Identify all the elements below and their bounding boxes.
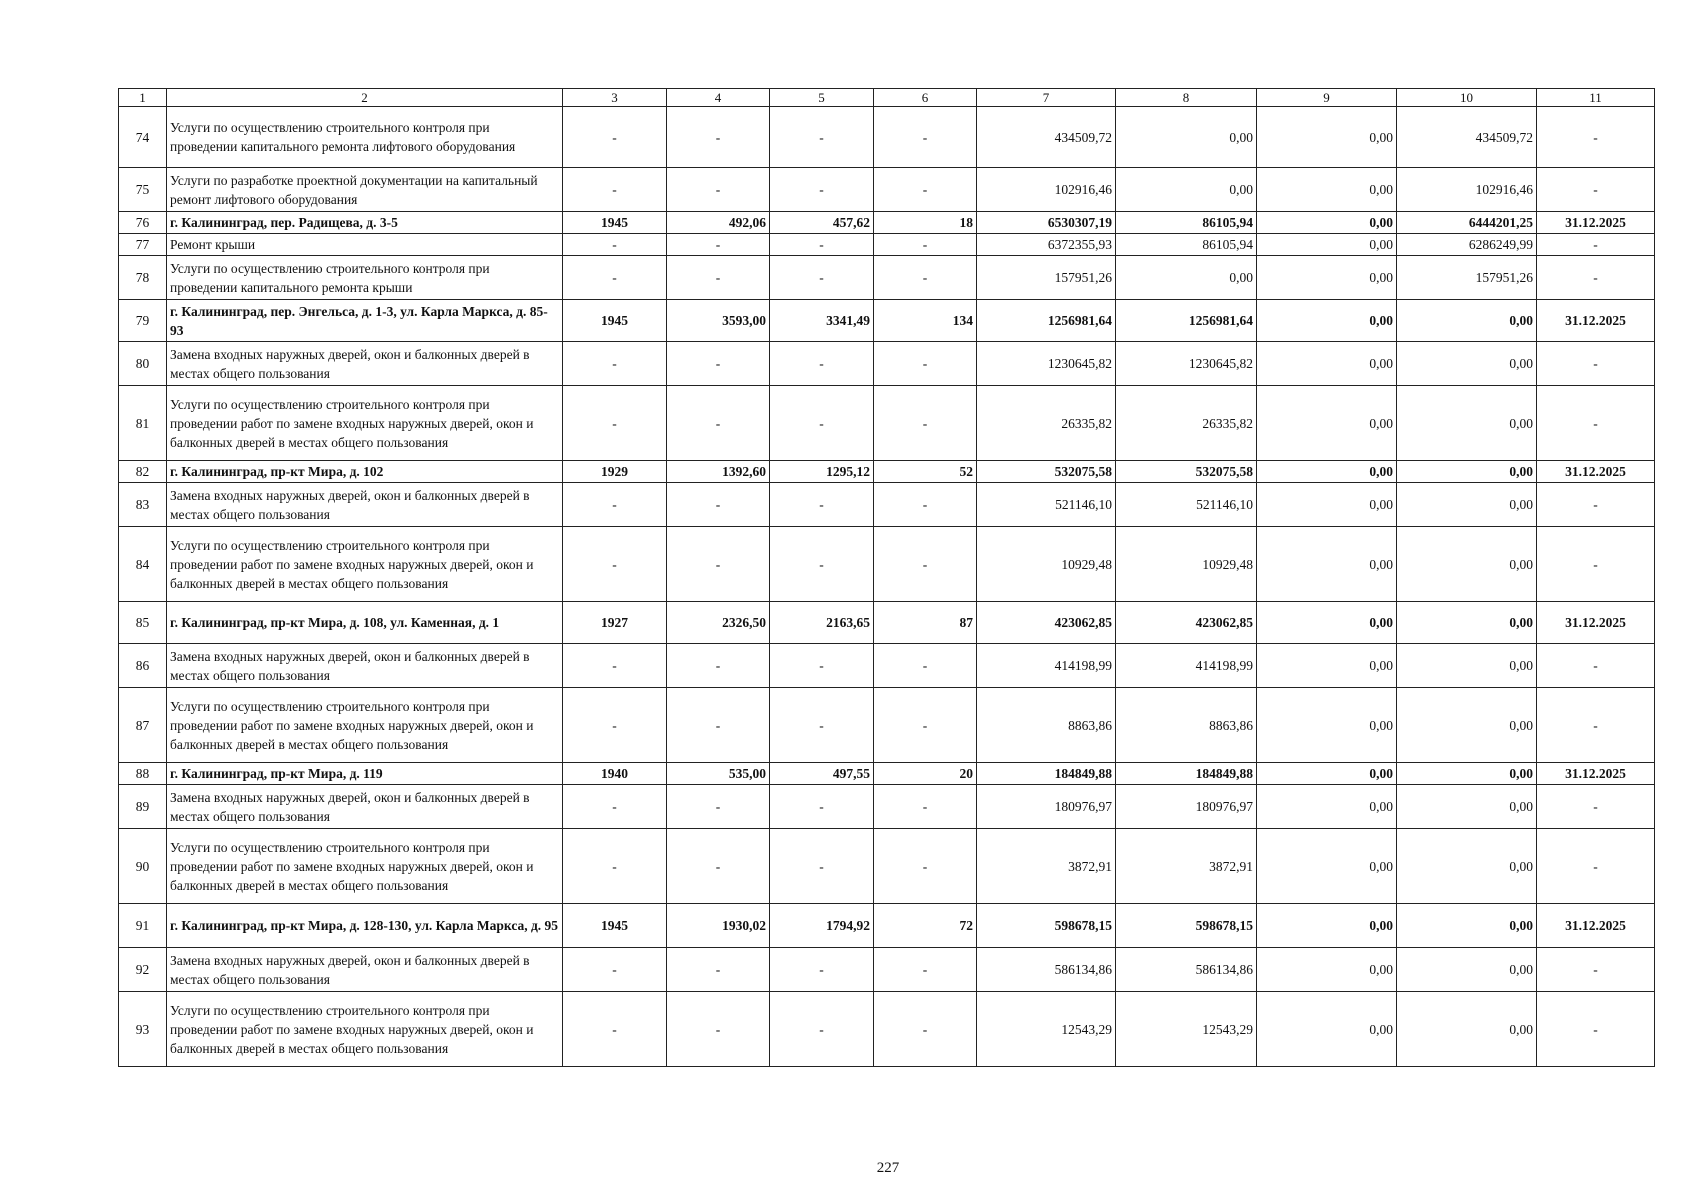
table-cell-col8: 0,00 — [1116, 256, 1257, 300]
column-header-10: 10 — [1397, 89, 1537, 107]
row-description-cell: г. Калининград, пр-кт Мира, д. 128-130, ул. Карла Маркса, д. 95 — [167, 904, 563, 948]
table-cell-col7: 180976,97 — [977, 785, 1116, 829]
row-number-cell: 93 — [119, 992, 167, 1067]
table-cell-col6: - — [874, 785, 977, 829]
row-description-cell: Услуги по осуществлению строительного контроля при проведении работ по замене входных наружных дверей, окон и балконных дверей в местах общего пользования — [167, 688, 563, 763]
row-description-cell: г. Калининград, пер. Энгельса, д. 1-3, ул. Карла Маркса, д. 85-93 — [167, 300, 563, 342]
table-cell-col10: 0,00 — [1397, 644, 1537, 688]
table-row — [119, 602, 1655, 644]
table-cell-col5: - — [770, 992, 874, 1067]
column-header-9: 9 — [1257, 89, 1397, 107]
row-number-cell: 88 — [119, 763, 167, 785]
table-cell-col9: 0,00 — [1257, 168, 1397, 212]
table-cell-col11: 31.12.2025 — [1537, 212, 1655, 234]
row-description-cell: Услуги по осуществлению строительного контроля при проведении работ по замене входных наружных дверей, окон и балконных дверей в местах общего пользования — [167, 386, 563, 461]
table-cell-col7: 414198,99 — [977, 644, 1116, 688]
table-row — [119, 234, 1655, 256]
column-header-7: 7 — [977, 89, 1116, 107]
table-cell-col11: - — [1537, 483, 1655, 527]
column-header-11: 11 — [1537, 89, 1655, 107]
table-cell-col4: 535,00 — [667, 763, 770, 785]
row-number-cell: 89 — [119, 785, 167, 829]
table-cell-col8: 86105,94 — [1116, 212, 1257, 234]
table-cell-col11: - — [1537, 829, 1655, 904]
table-cell-col3: 1929 — [563, 461, 667, 483]
table-cell-col3: - — [563, 992, 667, 1067]
table-cell-col8: 423062,85 — [1116, 602, 1257, 644]
table-cell-col5: 2163,65 — [770, 602, 874, 644]
table-cell-col8: 1230645,82 — [1116, 342, 1257, 386]
table-cell-col10: 6286249,99 — [1397, 234, 1537, 256]
table-cell-col9: 0,00 — [1257, 342, 1397, 386]
row-number-cell: 91 — [119, 904, 167, 948]
table-cell-col6: - — [874, 168, 977, 212]
table-cell-col4: - — [667, 644, 770, 688]
table-cell-col8: 26335,82 — [1116, 386, 1257, 461]
table-cell-col10: 0,00 — [1397, 483, 1537, 527]
table-cell-col6: - — [874, 483, 977, 527]
table-cell-col5: - — [770, 386, 874, 461]
table-cell-col9: 0,00 — [1257, 644, 1397, 688]
column-header-4: 4 — [667, 89, 770, 107]
table-cell-col10: 0,00 — [1397, 386, 1537, 461]
table-cell-col10: 6444201,25 — [1397, 212, 1537, 234]
row-number-cell: 74 — [119, 107, 167, 168]
table-cell-col5: 3341,49 — [770, 300, 874, 342]
column-header-5: 5 — [770, 89, 874, 107]
table-cell-col8: 586134,86 — [1116, 948, 1257, 992]
table-cell-col4: - — [667, 688, 770, 763]
table-cell-col3: 1945 — [563, 904, 667, 948]
table-cell-col11: - — [1537, 948, 1655, 992]
table-row — [119, 763, 1655, 785]
table-row — [119, 300, 1655, 342]
table-cell-col3: 1945 — [563, 300, 667, 342]
column-header-8: 8 — [1116, 89, 1257, 107]
table-cell-col9: 0,00 — [1257, 992, 1397, 1067]
table-cell-col11: - — [1537, 386, 1655, 461]
table-cell-col7: 8863,86 — [977, 688, 1116, 763]
row-number-cell: 77 — [119, 234, 167, 256]
table-cell-col11: - — [1537, 527, 1655, 602]
table-row — [119, 948, 1655, 992]
table-cell-col5: 497,55 — [770, 763, 874, 785]
table-cell-col6: - — [874, 992, 977, 1067]
table-cell-col11: - — [1537, 644, 1655, 688]
row-number-cell: 84 — [119, 527, 167, 602]
table-cell-col6: 87 — [874, 602, 977, 644]
table-cell-col6: - — [874, 342, 977, 386]
row-description-cell: Замена входных наружных дверей, окон и балконных дверей в местах общего пользования — [167, 342, 563, 386]
table-cell-col9: 0,00 — [1257, 300, 1397, 342]
table-cell-col3: - — [563, 234, 667, 256]
table-cell-col5: - — [770, 256, 874, 300]
table-cell-col9: 0,00 — [1257, 904, 1397, 948]
table-cell-col10: 0,00 — [1397, 904, 1537, 948]
table-cell-col9: 0,00 — [1257, 107, 1397, 168]
table-cell-col11: - — [1537, 785, 1655, 829]
table-cell-col3: - — [563, 107, 667, 168]
table-cell-col4: - — [667, 948, 770, 992]
table-cell-col7: 184849,88 — [977, 763, 1116, 785]
data-table — [118, 88, 1655, 1067]
table-row — [119, 107, 1655, 168]
table-cell-col11: 31.12.2025 — [1537, 763, 1655, 785]
table-cell-col3: - — [563, 342, 667, 386]
table-cell-col7: 10929,48 — [977, 527, 1116, 602]
row-number-cell: 90 — [119, 829, 167, 904]
row-number-cell: 79 — [119, 300, 167, 342]
table-cell-col5: 457,62 — [770, 212, 874, 234]
table-cell-col5: - — [770, 342, 874, 386]
row-number-cell: 80 — [119, 342, 167, 386]
table-cell-col3: 1940 — [563, 763, 667, 785]
table-cell-col10: 0,00 — [1397, 948, 1537, 992]
column-header-2: 2 — [167, 89, 563, 107]
table-row — [119, 904, 1655, 948]
table-cell-col7: 532075,58 — [977, 461, 1116, 483]
table-cell-col11: 31.12.2025 — [1537, 461, 1655, 483]
table-cell-col11: - — [1537, 688, 1655, 763]
table-cell-col7: 3872,91 — [977, 829, 1116, 904]
table-row — [119, 688, 1655, 763]
table-cell-col6: - — [874, 688, 977, 763]
table-cell-col6: - — [874, 829, 977, 904]
row-number-cell: 75 — [119, 168, 167, 212]
table-cell-col9: 0,00 — [1257, 785, 1397, 829]
table-cell-col4: 1392,60 — [667, 461, 770, 483]
table-cell-col5: - — [770, 829, 874, 904]
table-cell-col10: 102916,46 — [1397, 168, 1537, 212]
table-cell-col4: - — [667, 527, 770, 602]
table-cell-col5: - — [770, 107, 874, 168]
table-cell-col5: 1295,12 — [770, 461, 874, 483]
table-cell-col9: 0,00 — [1257, 602, 1397, 644]
column-header-3: 3 — [563, 89, 667, 107]
table-cell-col6: - — [874, 527, 977, 602]
table-cell-col3: - — [563, 688, 667, 763]
table-cell-col11: 31.12.2025 — [1537, 300, 1655, 342]
table-cell-col6: - — [874, 386, 977, 461]
row-description-cell: Ремонт крыши — [167, 234, 563, 256]
table-cell-col5: - — [770, 168, 874, 212]
table-cell-col3: - — [563, 256, 667, 300]
table-cell-col7: 102916,46 — [977, 168, 1116, 212]
table-row — [119, 461, 1655, 483]
row-number-cell: 81 — [119, 386, 167, 461]
table-cell-col9: 0,00 — [1257, 212, 1397, 234]
table-cell-col11: - — [1537, 342, 1655, 386]
row-description-cell: г. Калининград, пр-кт Мира, д. 102 — [167, 461, 563, 483]
table-cell-col5: 1794,92 — [770, 904, 874, 948]
row-number-cell: 78 — [119, 256, 167, 300]
table-cell-col7: 434509,72 — [977, 107, 1116, 168]
table-cell-col3: 1927 — [563, 602, 667, 644]
row-number-cell: 87 — [119, 688, 167, 763]
table-cell-col7: 157951,26 — [977, 256, 1116, 300]
table-cell-col11: - — [1537, 992, 1655, 1067]
row-description-cell: Замена входных наружных дверей, окон и балконных дверей в местах общего пользования — [167, 785, 563, 829]
table-body — [119, 89, 1655, 1067]
table-cell-col5: - — [770, 785, 874, 829]
table-cell-col8: 180976,97 — [1116, 785, 1257, 829]
table-cell-col9: 0,00 — [1257, 461, 1397, 483]
table-cell-col11: - — [1537, 234, 1655, 256]
table-cell-col7: 521146,10 — [977, 483, 1116, 527]
table-cell-col10: 0,00 — [1397, 461, 1537, 483]
table-cell-col7: 586134,86 — [977, 948, 1116, 992]
row-description-cell: Услуги по осуществлению строительного контроля при проведении работ по замене входных наружных дверей, окон и балконных дверей в местах общего пользования — [167, 527, 563, 602]
table-cell-col8: 3872,91 — [1116, 829, 1257, 904]
table-cell-col4: 492,06 — [667, 212, 770, 234]
table-cell-col10: 0,00 — [1397, 829, 1537, 904]
table-cell-col4: - — [667, 829, 770, 904]
table-row — [119, 386, 1655, 461]
table-cell-col6: 52 — [874, 461, 977, 483]
row-description-cell: Услуги по осуществлению строительного контроля при проведении капитального ремонта крыши — [167, 256, 563, 300]
table-cell-col10: 0,00 — [1397, 785, 1537, 829]
table-cell-col5: - — [770, 644, 874, 688]
column-header-6: 6 — [874, 89, 977, 107]
table-cell-col10: 0,00 — [1397, 300, 1537, 342]
page-number: 227 — [876, 1160, 900, 1176]
row-number-cell: 82 — [119, 461, 167, 483]
column-header-1: 1 — [119, 89, 167, 107]
table-row — [119, 644, 1655, 688]
table-cell-col10: 0,00 — [1397, 763, 1537, 785]
table-cell-col4: - — [667, 107, 770, 168]
table-cell-col3: - — [563, 644, 667, 688]
table-cell-col11: - — [1537, 107, 1655, 168]
table-cell-col9: 0,00 — [1257, 688, 1397, 763]
table-cell-col6: 72 — [874, 904, 977, 948]
table-cell-col10: 0,00 — [1397, 602, 1537, 644]
table-cell-col7: 6530307,19 — [977, 212, 1116, 234]
table-cell-col4: - — [667, 785, 770, 829]
table-cell-col9: 0,00 — [1257, 483, 1397, 527]
header-row — [119, 89, 1655, 107]
table-cell-col4: - — [667, 168, 770, 212]
row-description-cell: г. Калининград, пер. Радищева, д. 3-5 — [167, 212, 563, 234]
table-cell-col6: - — [874, 948, 977, 992]
table-cell-col4: - — [667, 992, 770, 1067]
table-cell-col6: - — [874, 107, 977, 168]
row-description-cell: г. Калининград, пр-кт Мира, д. 119 — [167, 763, 563, 785]
table-cell-col6: 18 — [874, 212, 977, 234]
table-cell-col5: - — [770, 234, 874, 256]
table-row — [119, 212, 1655, 234]
table-cell-col6: - — [874, 644, 977, 688]
table-cell-col10: 0,00 — [1397, 992, 1537, 1067]
table-cell-col7: 1230645,82 — [977, 342, 1116, 386]
table-cell-col7: 1256981,64 — [977, 300, 1116, 342]
table-cell-col8: 12543,29 — [1116, 992, 1257, 1067]
table-row — [119, 256, 1655, 300]
table-row — [119, 829, 1655, 904]
table-cell-col9: 0,00 — [1257, 763, 1397, 785]
row-number-cell: 76 — [119, 212, 167, 234]
table-cell-col3: - — [563, 948, 667, 992]
table-cell-col8: 1256981,64 — [1116, 300, 1257, 342]
table-cell-col9: 0,00 — [1257, 256, 1397, 300]
table-cell-col11: - — [1537, 168, 1655, 212]
table-cell-col9: 0,00 — [1257, 829, 1397, 904]
table-cell-col7: 12543,29 — [977, 992, 1116, 1067]
table-cell-col11: - — [1537, 256, 1655, 300]
table-cell-col11: 31.12.2025 — [1537, 602, 1655, 644]
table-cell-col8: 0,00 — [1116, 168, 1257, 212]
table-cell-col8: 10929,48 — [1116, 527, 1257, 602]
table-cell-col3: - — [563, 483, 667, 527]
table-cell-col7: 26335,82 — [977, 386, 1116, 461]
row-description-cell: Замена входных наружных дверей, окон и балконных дверей в местах общего пользования — [167, 644, 563, 688]
table-row — [119, 342, 1655, 386]
table-cell-col7: 598678,15 — [977, 904, 1116, 948]
table-cell-col5: - — [770, 483, 874, 527]
table-cell-col6: - — [874, 234, 977, 256]
table-cell-col4: 1930,02 — [667, 904, 770, 948]
table-row — [119, 527, 1655, 602]
table-cell-col4: 2326,50 — [667, 602, 770, 644]
table-cell-col5: - — [770, 527, 874, 602]
table-row — [119, 168, 1655, 212]
row-description-cell: г. Калининград, пр-кт Мира, д. 108, ул. Каменная, д. 1 — [167, 602, 563, 644]
table-cell-col8: 8863,86 — [1116, 688, 1257, 763]
table-cell-col4: - — [667, 386, 770, 461]
table-cell-col3: - — [563, 168, 667, 212]
table-cell-col4: - — [667, 483, 770, 527]
table-cell-col7: 6372355,93 — [977, 234, 1116, 256]
row-number-cell: 92 — [119, 948, 167, 992]
row-description-cell: Услуги по осуществлению строительного контроля при проведении работ по замене входных наружных дверей, окон и балконных дверей в местах общего пользования — [167, 829, 563, 904]
table-cell-col8: 86105,94 — [1116, 234, 1257, 256]
row-description-cell: Замена входных наружных дверей, окон и балконных дверей в местах общего пользования — [167, 483, 563, 527]
table-cell-col10: 0,00 — [1397, 527, 1537, 602]
table-cell-col3: - — [563, 785, 667, 829]
table-row — [119, 483, 1655, 527]
row-description-cell: Замена входных наружных дверей, окон и балконных дверей в местах общего пользования — [167, 948, 563, 992]
table-cell-col6: - — [874, 256, 977, 300]
table-cell-col10: 434509,72 — [1397, 107, 1537, 168]
table-cell-col9: 0,00 — [1257, 234, 1397, 256]
table-cell-col4: - — [667, 234, 770, 256]
table-cell-col8: 414198,99 — [1116, 644, 1257, 688]
table-cell-col9: 0,00 — [1257, 527, 1397, 602]
table-cell-col10: 157951,26 — [1397, 256, 1537, 300]
table-cell-col9: 0,00 — [1257, 948, 1397, 992]
row-number-cell: 83 — [119, 483, 167, 527]
row-description-cell: Услуги по осуществлению строительного контроля при проведении капитального ремонта лифтового оборудования — [167, 107, 563, 168]
table-cell-col4: - — [667, 342, 770, 386]
table-cell-col3: - — [563, 386, 667, 461]
table-cell-col5: - — [770, 948, 874, 992]
row-description-cell: Услуги по осуществлению строительного контроля при проведении работ по замене входных наружных дверей, окон и балконных дверей в местах общего пользования — [167, 992, 563, 1067]
table-cell-col9: 0,00 — [1257, 386, 1397, 461]
table-cell-col10: 0,00 — [1397, 342, 1537, 386]
table-cell-col3: - — [563, 527, 667, 602]
table-cell-col11: 31.12.2025 — [1537, 904, 1655, 948]
table-cell-col8: 184849,88 — [1116, 763, 1257, 785]
row-description-cell: Услуги по разработке проектной документации на капитальный ремонт лифтового оборудования — [167, 168, 563, 212]
table-row — [119, 992, 1655, 1067]
table-cell-col4: 3593,00 — [667, 300, 770, 342]
table-cell-col5: - — [770, 688, 874, 763]
table-cell-col7: 423062,85 — [977, 602, 1116, 644]
table-cell-col8: 0,00 — [1116, 107, 1257, 168]
table-row — [119, 785, 1655, 829]
table-cell-col3: - — [563, 829, 667, 904]
row-number-cell: 86 — [119, 644, 167, 688]
table-cell-col6: 20 — [874, 763, 977, 785]
table-cell-col3: 1945 — [563, 212, 667, 234]
table-cell-col8: 532075,58 — [1116, 461, 1257, 483]
table-cell-col8: 521146,10 — [1116, 483, 1257, 527]
table-cell-col6: 134 — [874, 300, 977, 342]
table-cell-col8: 598678,15 — [1116, 904, 1257, 948]
table-cell-col4: - — [667, 256, 770, 300]
table-cell-col10: 0,00 — [1397, 688, 1537, 763]
row-number-cell: 85 — [119, 602, 167, 644]
